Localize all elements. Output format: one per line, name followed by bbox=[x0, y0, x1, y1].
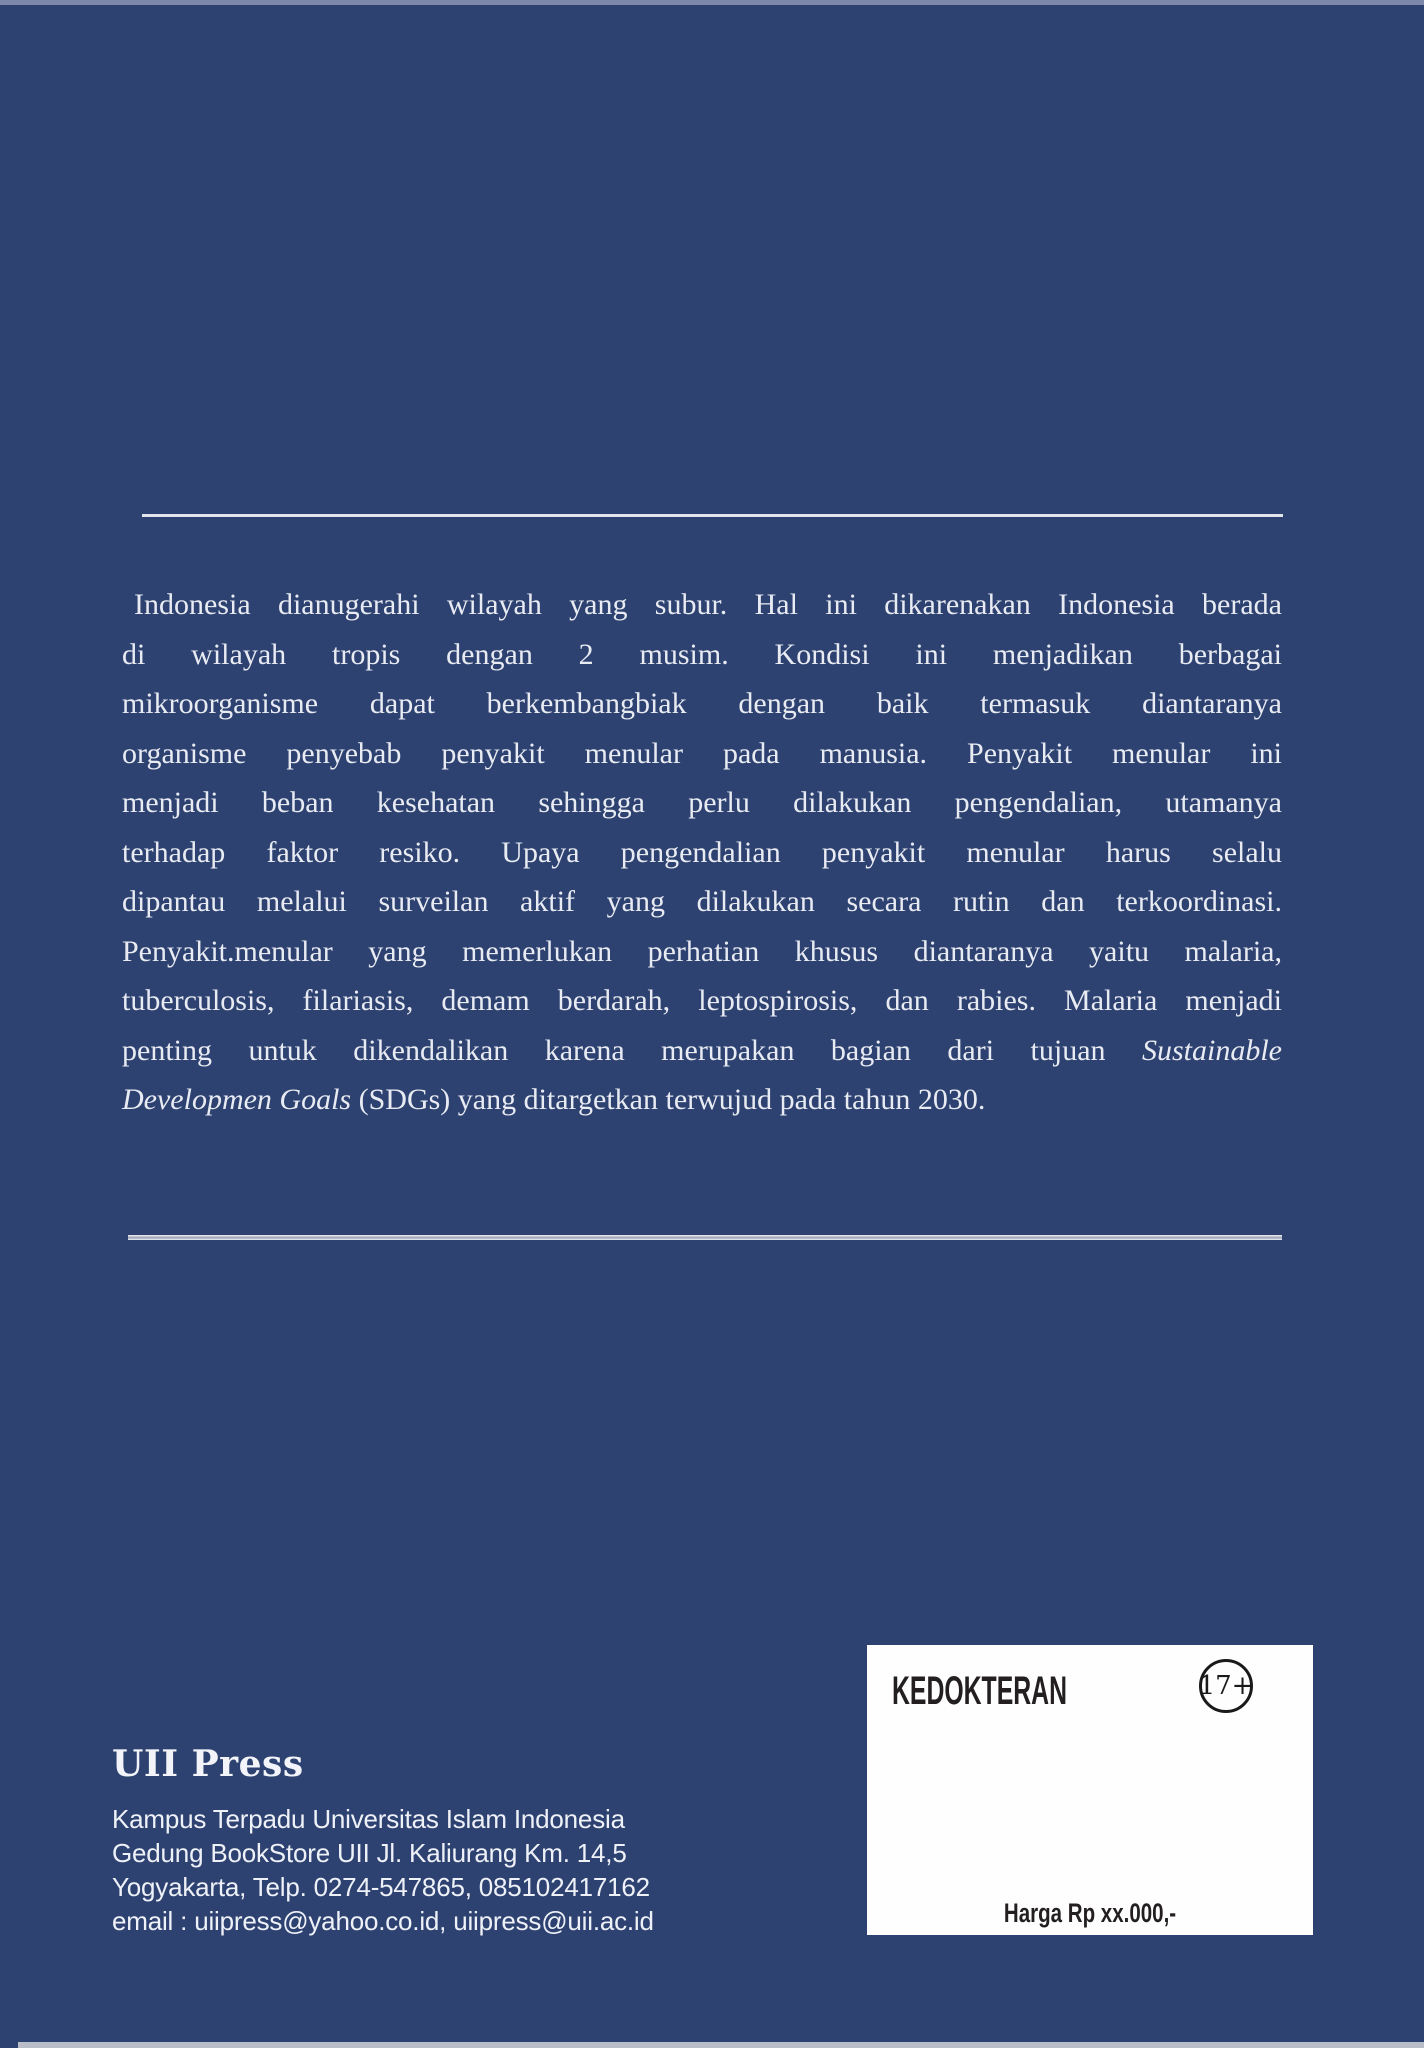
synopsis-line: Indonesia dianugerahi wilayah yang subur. Hal ini dikarenakan Indonesia berada bbox=[134, 588, 1282, 621]
publisher-name: UII Press bbox=[112, 1743, 304, 1785]
publisher-address-line: Yogyakarta, Telp. 0274-547865, 085102417162 bbox=[112, 1872, 650, 1902]
synopsis-line: tuberculosis, filariasis, demam berdarah, leptospirosis, dan rabies. Malaria menjadi bbox=[122, 984, 1282, 1017]
age-rating-text: 17+ bbox=[1198, 1671, 1254, 1701]
category-price-box bbox=[867, 1645, 1313, 1935]
scan-edge-top bbox=[0, 0, 1424, 5]
synopsis-line-italic-text: Sustainable bbox=[1142, 1033, 1282, 1067]
synopsis-line bbox=[122, 1075, 1282, 1125]
publisher-block bbox=[112, 1744, 654, 1938]
publisher-address-line: email : uiipress@yahoo.co.id, uiipress@uii.ac.id bbox=[112, 1906, 654, 1936]
synopsis-line-italic-text: Developmen Goals bbox=[122, 1083, 352, 1116]
publisher-address-line: Kampus Terpadu Universitas Islam Indonesia bbox=[112, 1804, 625, 1834]
synopsis-line bbox=[122, 1026, 1282, 1076]
scan-edge-bottom bbox=[18, 2042, 1424, 2048]
divider-rule-top bbox=[142, 514, 1283, 517]
publisher-address bbox=[112, 1802, 654, 1938]
price-label: Harga Rp xx.000,- bbox=[1003, 1898, 1177, 1928]
synopsis-line: terhadap faktor resiko. Upaya pengendalian penyakit menular harus selalu bbox=[122, 835, 1282, 869]
category-label: KEDOKTERAN bbox=[892, 1669, 1067, 1713]
synopsis-line: dipantau melalui surveilan aktif yang dilakukan secara rutin dan terkoordinasi. bbox=[122, 885, 1282, 918]
synopsis-line: organisme penyebab penyakit menular pada manusia. Penyakit menular ini bbox=[122, 736, 1282, 770]
age-rating-badge bbox=[1199, 1659, 1253, 1713]
synopsis-line: mikroorganisme dapat berkembangbiak dengan baik termasuk diantaranya bbox=[122, 687, 1282, 720]
synopsis-line-text: penting untuk dikendalikan karena merupakan bagian dari tujuan bbox=[122, 1033, 1142, 1067]
synopsis-paragraph bbox=[122, 580, 1282, 1125]
publisher-address-line: Gedung BookStore UII Jl. Kaliurang Km. 14,5 bbox=[112, 1838, 627, 1868]
synopsis-line: Penyakit.menular yang memerlukan perhatian khusus diantaranya yaitu malaria, bbox=[122, 934, 1282, 968]
synopsis-line: menjadi beban kesehatan sehingga perlu dilakukan pengendalian, utamanya bbox=[122, 786, 1282, 819]
divider-rule-bottom bbox=[128, 1235, 1282, 1240]
synopsis-line: di wilayah tropis dengan 2 musim. Kondisi ini menjadikan berbagai bbox=[122, 637, 1282, 671]
synopsis-line-text: (SDGs) yang ditargetkan terwujud pada tahun 2030. bbox=[351, 1083, 986, 1116]
